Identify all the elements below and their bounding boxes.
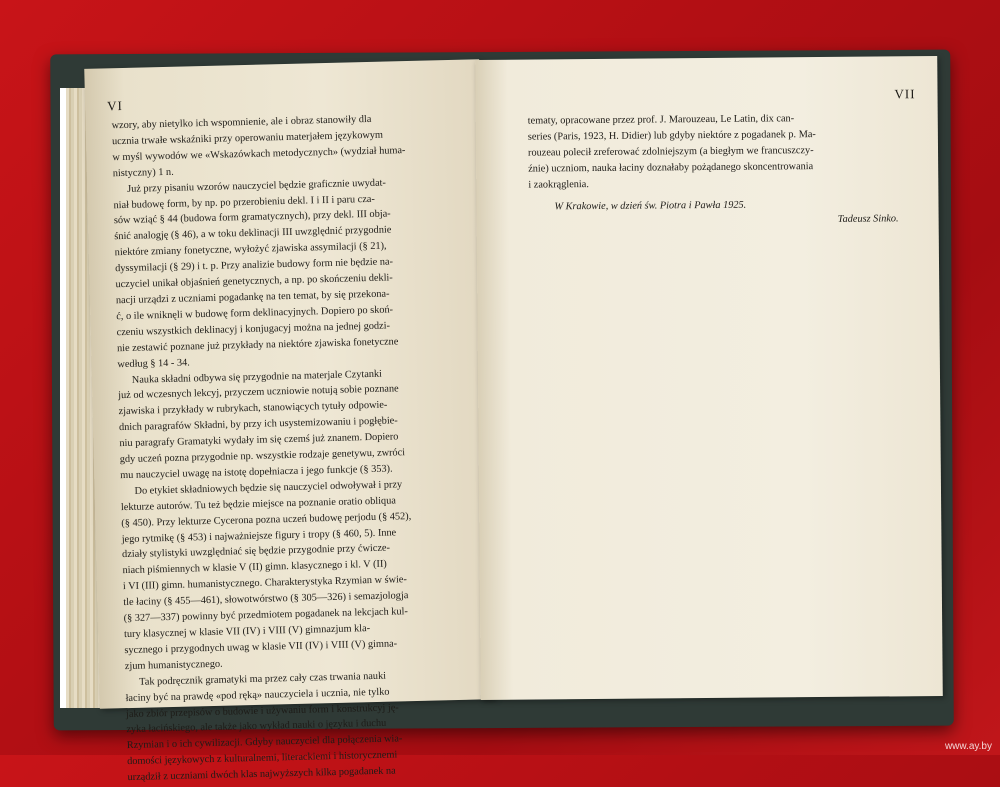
- text-line: ć, o ile wniknęli w budowę form deklinacyjnych. Dopiero po skoń-: [116, 304, 394, 323]
- text-line: (§ 327—337) powinny być przedmiotem pogadanek na lekcjach kul-: [123, 606, 408, 625]
- text-line: niu paragrafy Gramatyki wydały im się czemś już znanem. Dopiero: [119, 431, 399, 450]
- text-line: dyssymilacji (§ 29) i t. p. Przy analizie budowy form nie będzie na-: [115, 256, 394, 275]
- text-line: już od wczesnych lekcyj, przyczem uczniowie notują sobie poznane: [118, 383, 399, 402]
- text-line: ucznia trwałe wskaźniki przy operowaniu materjałem językowym: [111, 129, 384, 148]
- text-line: tematy, opracowane przez prof. J. Marouzeau, Le Latin, dix can-: [527, 113, 795, 127]
- text-line: niach piśmiennych w klasie V (II) gimn. klasycznego i kl. V (II): [122, 559, 387, 577]
- text-line: śnić analogję (§ 46), a w toku deklinacji III uwzględnić przygodnie: [114, 224, 392, 243]
- text-line: według § 14 - 34.: [117, 357, 190, 370]
- text-line: czeniu wszystkich deklinacyj i konjugacyj można na jednej godzi-: [116, 320, 391, 338]
- text-line: Tak podręcznik gramatyki ma przez cały czas trwania nauki: [139, 670, 387, 688]
- text-line: zjawiska i przykłady w rubrykach, stanowiących tytuły odpowie-: [118, 399, 388, 418]
- text-line: zjum humanistycznego.: [124, 658, 223, 672]
- text-line: series (Paris, 1923, H. Didier) lub gdyby niektóre z pogadanek p. Ma-: [527, 128, 816, 143]
- text-line: sów wziąć § 44 (budowa form gramatycznych), przy dekl. III obja-: [113, 208, 391, 227]
- right-page-lines: [528, 110, 899, 193]
- text-line: tury klasycznej w klasie VII (IV) i VIII (V) gimnazjum kla-: [123, 623, 371, 641]
- right-page-text: [528, 110, 899, 231]
- text-line: gdy uczeń pozna przygodnie np. wszystkie rodzaje genetywu, zwróci: [119, 447, 406, 466]
- text-line: nie zestawić poznane już przykłady na niektóre zjawiska fonetyczne: [116, 336, 399, 354]
- text-line: działy stylistyki uwzględniać się będzie przygodnie przy ćwicze-: [121, 543, 391, 561]
- text-line: rouzeau polecił zreferować zdolniejszym (a biegłym we francuszczy-: [527, 144, 814, 159]
- text-line: nistyczny) 1 n.: [112, 166, 174, 179]
- text-line: domości językowych z kulturalnemi, literackiemi i historycznemi: [127, 749, 398, 768]
- text-line: źnie) uczniom, nauka łaciny doznałaby pożądanego skoncentrowania: [528, 160, 814, 175]
- text-line: łaciny być na prawdę «pod ręką» nauczyciela i ucznia, nie tylko: [125, 686, 390, 704]
- text-line: Już przy pisaniu wzorów nauczyciel będzie graficznie uwydat-: [127, 177, 386, 195]
- place-date: W Krakowie, w dzień św. Piotra i Pawła 1925.: [554, 199, 747, 212]
- text-line: tle łaciny (§ 455—461), słowotwórstwo (§ 305—326) i semazjologja: [123, 590, 409, 609]
- text-line: Nauka składni odbywa się przygodnie na materjale Czytanki: [131, 368, 383, 386]
- text-line: Do etykiet składniowych będzie się nauczyciel odwoływał i przy: [134, 479, 403, 497]
- text-line: i VI (III) gimn. humanistycznego. Charakterystyka Rzymian w świe-: [122, 574, 408, 593]
- text-line: zyka łacińskiego, ale także jako wykład nauki o języku i duchu: [126, 718, 387, 736]
- text-line: dnich paragrafów Składni, by przy ich usystemizowaniu i pogłębie-: [118, 415, 398, 434]
- left-page-number: VI: [106, 97, 124, 114]
- text-line: nacji urządzi z uczniami pogadankę na ten temat, by się przekona-: [115, 288, 390, 307]
- watermark: www.ay.by: [944, 741, 992, 752]
- text-line: niektóre zmiany fonetyczne, wyłożyć zjawiska assymilacji (§ 21),: [114, 240, 387, 259]
- right-page-number: VII: [894, 86, 916, 102]
- text-line: jego rytmikę (§ 453) i najważniejsze figury i tropy (§ 460, 5). Inne: [121, 527, 397, 545]
- left-page-text: [111, 110, 479, 786]
- text-line: Rzymian i o ich cywilizacji. Gdyby nauczyciel dla połączenia wia-: [126, 733, 403, 752]
- right-page: [475, 56, 943, 700]
- text-line: w myśl wywodów we «Wskazówkach metodycznych» (wydział huma-: [112, 144, 406, 164]
- left-page: [84, 59, 495, 784]
- text-line: urządził z uczniami dwóch klas najwyższych kilka pogadanek na: [127, 765, 396, 784]
- signature: Tadeusz Sinko.: [837, 213, 899, 226]
- text-line: uczyciel unikał objaśnień genetycznych, a np. po skończeniu dekli-: [115, 272, 393, 291]
- text-line: mu nauczyciel uwagę na istotę dopełniacza i jego funkcje (§ 353).: [120, 463, 393, 482]
- text-line: i zaokrąglenia.: [528, 178, 589, 191]
- text-line: niał budowę form, by np. po przerobieniu dekl. I i II i paru cza-: [113, 193, 375, 211]
- text-line: (§ 450). Przy lekturze Cycerona pozna uczeń budowę perjodu (§ 452),: [121, 510, 412, 529]
- text-line: sycznego i przygodnych uwag w klasie VII (IV) i VIII (V) gimna-: [124, 638, 398, 657]
- text-line: wzory, aby nietylko ich wspomnienie, ale i obraz stanowiły dla: [111, 113, 372, 132]
- text-line: lekturze autorów. Tu też będzie miejsce na poznanie oratio obliqua: [120, 495, 396, 513]
- text-line: jako zbiór przepisów o budowie i używaniu form i konstrukcyj ję-: [125, 701, 399, 720]
